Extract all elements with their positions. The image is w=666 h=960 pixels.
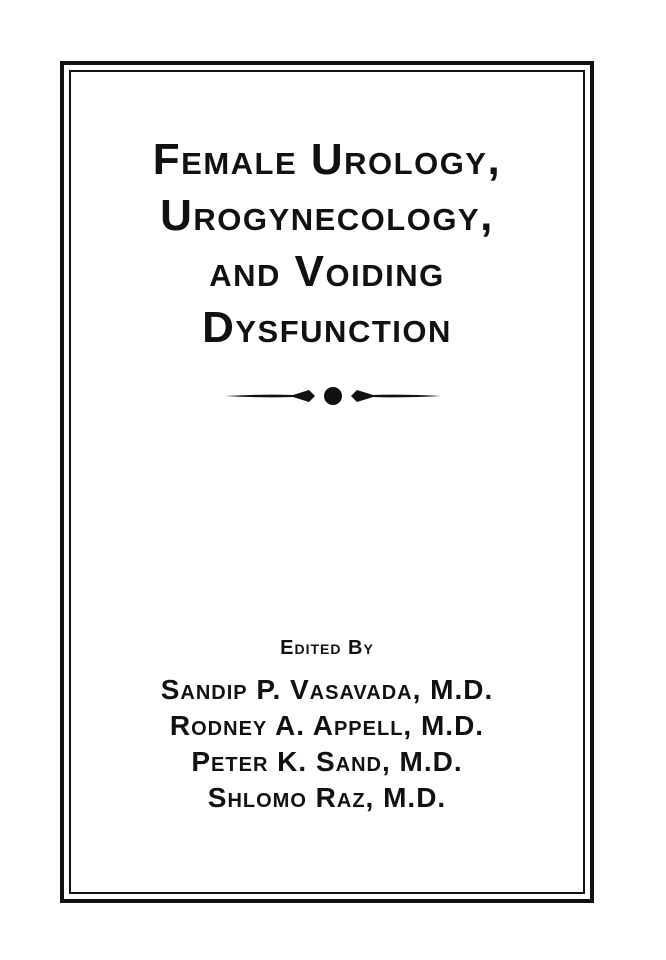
editor-name: Peter K. Sand, M.D. <box>191 746 463 777</box>
editors-block <box>71 634 583 816</box>
edited-by-label: Edited By <box>280 637 374 659</box>
ornament-divider <box>223 384 443 408</box>
ornament-left-flourish <box>225 390 315 402</box>
ornament-right-flourish <box>351 390 441 402</box>
title-line: Female Urology, <box>152 135 502 184</box>
title-line: and Voiding <box>209 247 445 296</box>
editor-name: Rodney A. Appell, M.D. <box>169 710 485 741</box>
cover-inner-frame <box>69 70 585 894</box>
editor-name: Shlomo Raz, M.D. <box>207 782 447 813</box>
book-title <box>71 132 583 356</box>
editor-name: Sandip P. Vasavada, M.D. <box>160 674 494 705</box>
book-cover <box>60 61 594 903</box>
title-line: Dysfunction <box>202 303 452 352</box>
ornament-center-dot <box>324 387 342 405</box>
title-line: Urogynecology, <box>160 191 494 240</box>
